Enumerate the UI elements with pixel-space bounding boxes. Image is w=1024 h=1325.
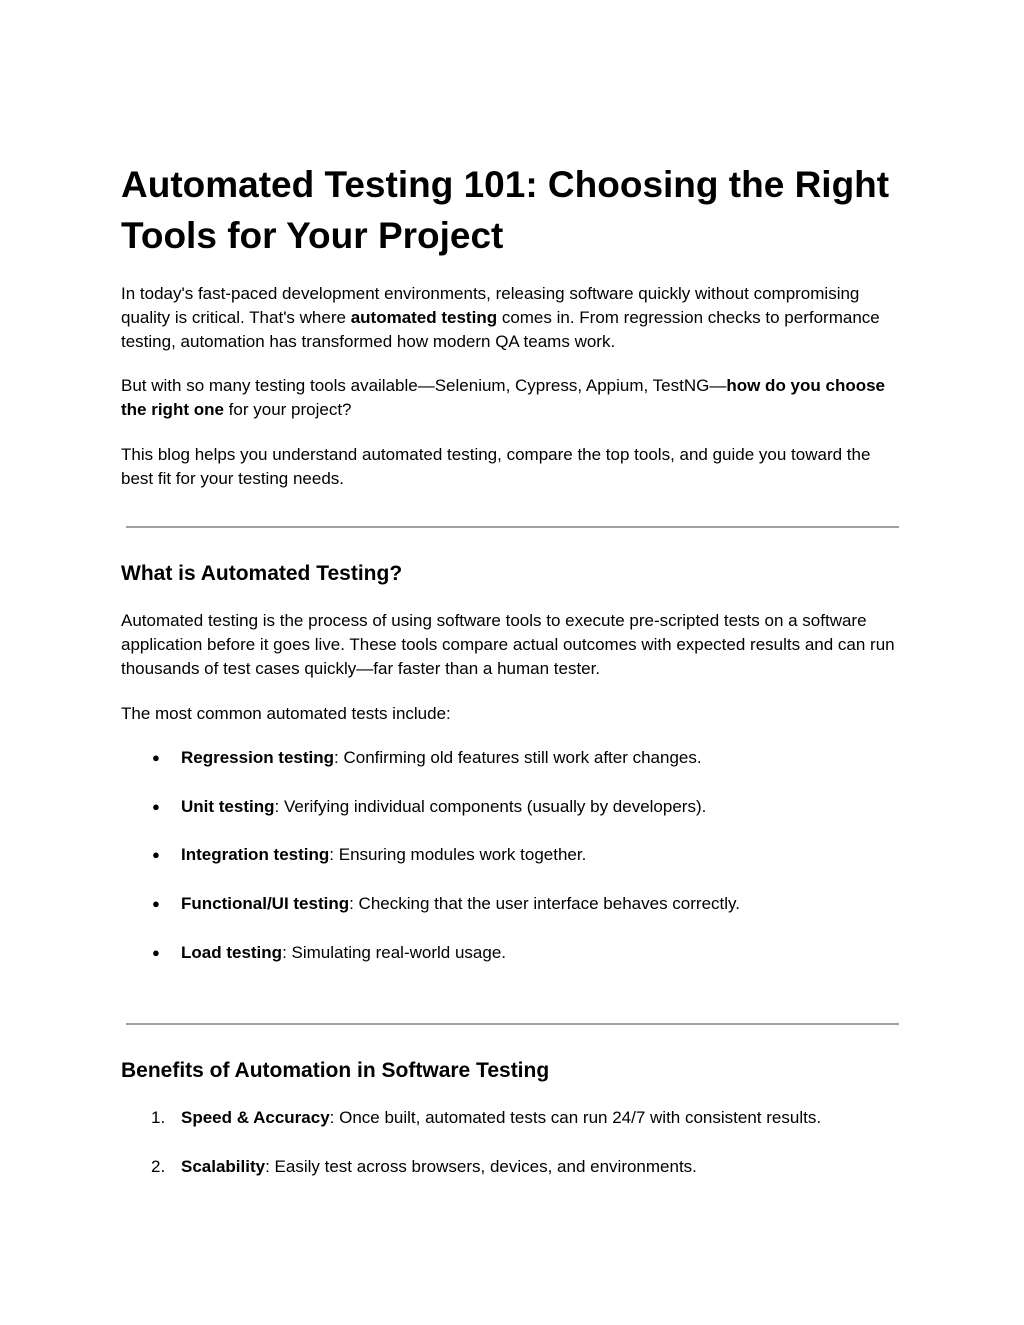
list-item-term: Regression testing bbox=[181, 748, 335, 767]
section1-paragraph-1: Automated testing is the process of using software tools to execute pre-scripted tests on a software application before it goes live. These tools compare actual outcomes with expected results and can run thousands of test cases quickly—far faster than a human tester. bbox=[121, 611, 895, 678]
section1-paragraph-2: The most common automated tests include: bbox=[121, 704, 451, 723]
intro-paragraph-1 bbox=[121, 282, 903, 354]
list-item-desc: : Confirming old features still work after changes. bbox=[334, 748, 702, 767]
intro-bold-text: automated testing bbox=[350, 308, 498, 327]
list-item-term: Integration testing bbox=[181, 845, 330, 864]
list-item-desc: : Verifying individual components (usually by developers). bbox=[274, 797, 707, 816]
list-item-term: Speed & Accuracy bbox=[181, 1108, 330, 1127]
list-item-desc: : Easily test across browsers, devices, and environments. bbox=[265, 1157, 697, 1176]
section-divider bbox=[126, 1023, 899, 1025]
bullet-icon: ● bbox=[152, 847, 160, 862]
bullet-icon: ● bbox=[152, 945, 160, 960]
list-item-term: Functional/UI testing bbox=[181, 894, 350, 913]
intro-text: But with so many testing tools available—Selenium, Cypress, Appium, TestNG— bbox=[121, 376, 727, 395]
list-item-term: Unit testing bbox=[181, 797, 275, 816]
list-item-term: Load testing bbox=[181, 943, 283, 962]
list-item-desc: : Ensuring modules work together. bbox=[329, 845, 587, 864]
list-number: 2. bbox=[151, 1157, 166, 1176]
intro-paragraph-2 bbox=[121, 374, 903, 422]
intro-text: comes in. From regression checks to performance testing, automation has transformed how modern QA teams work. bbox=[121, 308, 880, 351]
intro-text: for your project? bbox=[223, 400, 352, 419]
section-divider bbox=[126, 526, 899, 528]
intro-bold-text: how do you choose the right one bbox=[121, 376, 886, 419]
intro-paragraph-3: This blog helps you understand automated testing, compare the top tools, and guide you toward the best fit for your testing needs. bbox=[121, 445, 871, 488]
page-title: Automated Testing 101: Choosing the Right Tools for Your Project bbox=[121, 164, 890, 256]
list-number: 1. bbox=[151, 1108, 166, 1127]
list-item-desc: : Simulating real-world usage. bbox=[282, 943, 507, 962]
list-item-desc: : Checking that the user interface behaves correctly. bbox=[349, 894, 740, 913]
section-heading-what-is: What is Automated Testing? bbox=[121, 562, 403, 585]
section-heading-benefits: Benefits of Automation in Software Testing bbox=[121, 1059, 550, 1082]
bullet-icon: ● bbox=[152, 799, 160, 814]
list-item-desc: : Once built, automated tests can run 24/7 with consistent results. bbox=[329, 1108, 822, 1127]
intro-text: In today's fast-paced development environments, releasing software quickly without compromising quality is critical. That's where bbox=[121, 284, 860, 327]
list-item-term: Scalability bbox=[181, 1157, 266, 1176]
bullet-icon: ● bbox=[152, 750, 160, 765]
bullet-icon: ● bbox=[152, 896, 160, 911]
